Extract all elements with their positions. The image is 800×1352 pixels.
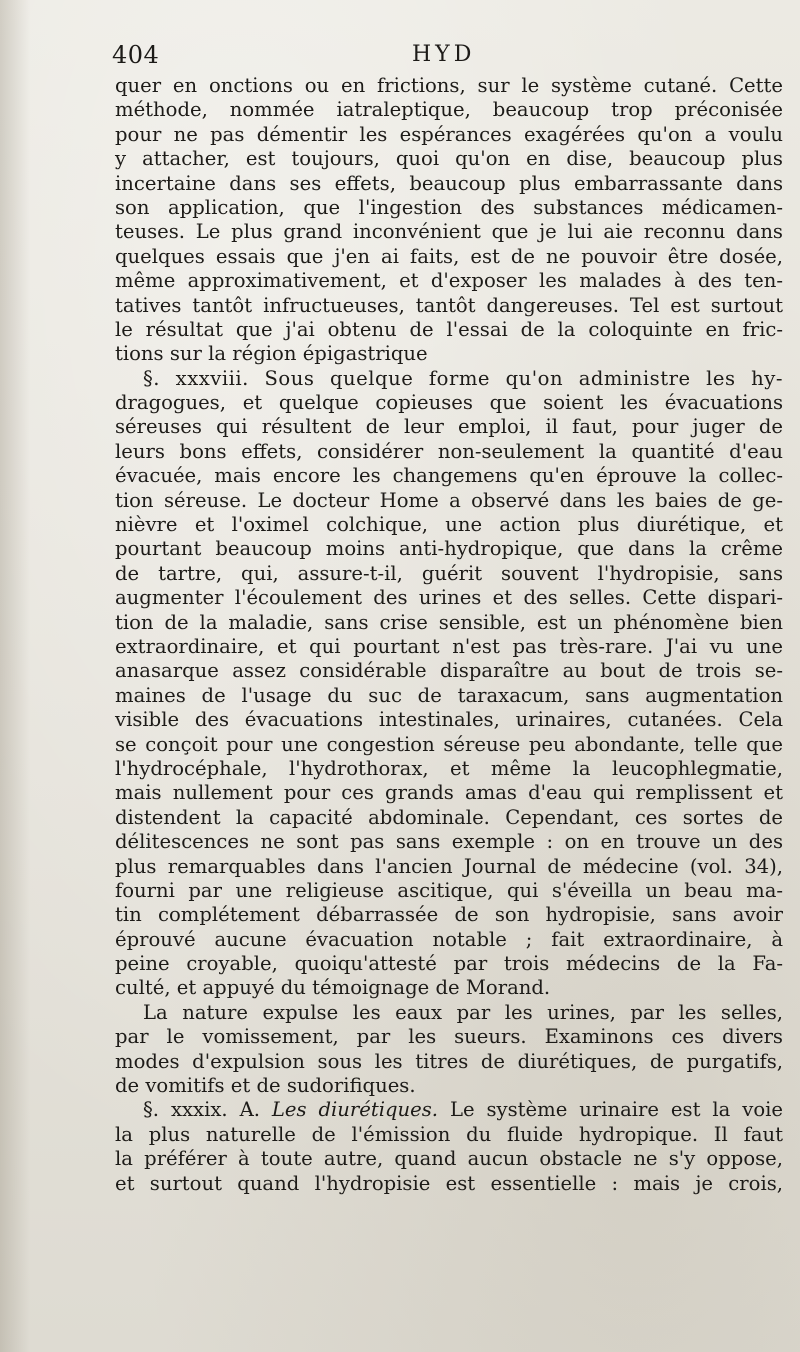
text-line: pourtant beaucoup moins anti-hydropique, que dans la crême [115, 537, 783, 561]
text-line: incertaine dans ses effets, beaucoup plus embarrassante dans [115, 171, 783, 195]
text-line: son application, que l'ingestion des substances médicamen- [115, 195, 783, 219]
text-line: y attacher, est toujours, quoi qu'on en dise, beaucoup plus [115, 147, 783, 171]
section-xxxix-prefix: §. xxxix. A. [143, 1098, 272, 1122]
text-line: délitescences ne sont pas sans exemple : on en trouve un des [115, 830, 783, 854]
text-line: par le vomissement, par les sueurs. Examinons ces divers [115, 1025, 783, 1049]
text-line: mais nullement pour ces grands amas d'eau qui remplissent et [115, 781, 783, 805]
text-line: nièvre et l'oximel colchique, une action plus diurétique, et [115, 513, 783, 537]
text-line: culté, et appuyé du témoignage de Morand. [115, 976, 551, 1000]
text-line: quer en onctions ou en frictions, sur le système cutané. Cette [115, 74, 783, 97]
text-line: dragogues, et quelque copieuses que soient les évacuations [115, 391, 783, 415]
text-line: fourni par une religieuse ascitique, qui s'éveilla un beau ma- [115, 878, 783, 902]
text-line: la plus naturelle de l'émission du fluide hydropique. Il faut [115, 1122, 783, 1146]
page-edge-shadow [0, 0, 30, 1352]
text-line: plus remarquables dans l'ancien Journal de médecine (vol. 34), [115, 854, 783, 878]
text-line: tatives tantôt infructueuses, tantôt dangereuses. Tel est surtout [115, 293, 783, 317]
text-line: de tartre, qui, assure-t-il, guérit souvent l'hydropisie, sans [115, 561, 783, 585]
section-xxxix-heading-line [115, 1098, 783, 1122]
text-line: augmenter l'écoulement des urines et des selles. Cette dispari- [115, 586, 783, 610]
text-line: pour ne pas démentir les espérances exagérées qu'on a voulu [115, 122, 783, 146]
text-line: anasarque assez considérable disparaître au bout de trois se- [115, 659, 783, 683]
text-line: quelques essais que j'en ai faits, est de ne pouvoir être dosée, [115, 244, 783, 268]
text-line: tion de la maladie, sans crise sensible, est un phénomène bien [115, 610, 783, 634]
page-number: 404 [112, 41, 160, 69]
text-line: distendent la capacité abdominale. Cependant, ces sortes de [115, 805, 783, 829]
text-line: la préférer à toute autre, quand aucun obstacle ne s'y oppose, [115, 1147, 783, 1171]
text-line: séreuses qui résultent de leur emploi, il faut, pour juger de [115, 415, 783, 439]
running-head: HYD [412, 42, 476, 67]
section-xxxix-suffix: Le système urinaire est la voie [438, 1098, 783, 1122]
text-line: le résultat que j'ai obtenu de l'essai de la coloquinte en fric- [115, 317, 783, 341]
section-xxxviii-heading-line: §. xxxviii. Sous quelque forme qu'on administre les hy- [143, 366, 783, 390]
page-header [112, 38, 776, 72]
text-line: éprouvé aucune évacuation notable ; fait extraordinaire, à [115, 927, 783, 951]
text-line: teuses. Le plus grand inconvénient que je lui aie reconnu dans [115, 220, 783, 244]
text-line: méthode, nommée iatraleptique, beaucoup trop préconisée [115, 98, 783, 122]
text-line: se conçoit pour une congestion séreuse peu abondante, telle que [115, 732, 783, 756]
text-line: tin complétement débarrassée de son hydropisie, sans avoir [115, 903, 783, 927]
text-line: tions sur la région épigastrique [115, 342, 428, 366]
text-line: l'hydrocéphale, l'hydrothorax, et même la leucophlegmatie, [115, 756, 783, 780]
text-line: extraordinaire, et qui pourtant n'est pas très-rare. J'ai vu une [115, 634, 783, 658]
text-line: tion séreuse. Le docteur Home a observé dans les baies de ge- [115, 488, 783, 512]
section-xxxix-title: Les diurétiques. [271, 1098, 439, 1122]
text-line: même approximativement, et d'exposer les malades à des ten- [115, 269, 783, 293]
text-line: visible des évacuations intestinales, urinaires, cutanées. Cela [115, 708, 783, 732]
text-line: leurs bons effets, considérer non-seulement la quantité d'eau [115, 439, 783, 463]
text-line: de vomitifs et de sudorifiques. [115, 1074, 416, 1098]
text-line: maines de l'usage du suc de taraxacum, sans augmentation [115, 683, 783, 707]
text-line: peine croyable, quoiqu'attesté par trois médecins de la Fa- [115, 952, 783, 976]
text-line: évacuée, mais encore les changemens qu'en éprouve la collec- [115, 464, 783, 488]
body-text [115, 74, 783, 1196]
text-line: La nature expulse les eaux par les urines, par les selles, [143, 1000, 783, 1024]
text-line: modes d'expulsion sous les titres de diurétiques, de purgatifs, [115, 1049, 783, 1073]
text-line: et surtout quand l'hydropisie est essentielle : mais je crois, [115, 1171, 783, 1195]
